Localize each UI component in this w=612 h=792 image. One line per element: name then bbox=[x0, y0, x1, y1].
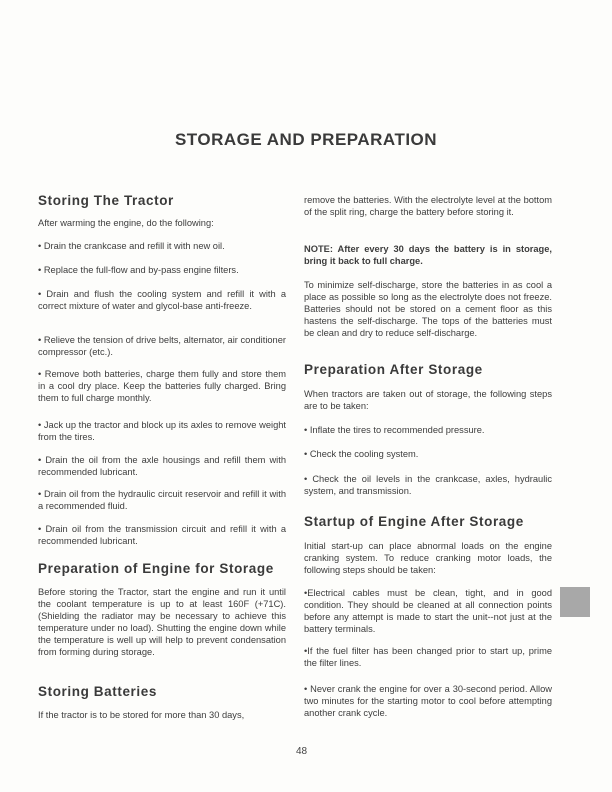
list-item: • Check the oil levels in the crankcase, axles, hydraulic system, and transmission. bbox=[304, 474, 552, 496]
list-item: • Relieve the tension of drive belts, alternator, air conditioner compressor (etc.). bbox=[38, 335, 286, 357]
section-tab-marker bbox=[560, 587, 590, 617]
list-item: • Remove both batteries, charge them fully and store them in a cool dry place. Keep the batteries fully charged. Bring them to full charge monthly. bbox=[38, 369, 286, 403]
list-item: • Inflate the tires to recommended pressure. bbox=[304, 425, 485, 435]
list-item: • Drain the oil from the axle housings and refill them with recommended lubricant. bbox=[38, 455, 286, 477]
note: NOTE: After every 30 days the battery is in storage, bring it back to full charge. bbox=[304, 244, 552, 266]
heading-storing-batteries: Storing Batteries bbox=[38, 684, 157, 699]
list-item: • Check the cooling system. bbox=[304, 449, 419, 459]
list-item: • Drain oil from the hydraulic circuit reservoir and refill it with a recommended fluid. bbox=[38, 489, 286, 511]
list-item: • Replace the full-flow and by-pass engine filters. bbox=[38, 265, 239, 275]
heading-engine-prep: Preparation of Engine for Storage bbox=[38, 561, 274, 576]
heading-startup: Startup of Engine After Storage bbox=[304, 514, 524, 529]
list-item: • Never crank the engine for over a 30-second period. Allow two minutes for the starting motor to cool before attempting another crank cycle. bbox=[304, 684, 552, 718]
paragraph: To minimize self-discharge, store the batteries in as cool a place as possible so long as the electrolyte does not freeze. Batteries should not be stored on a cement floor as this hastens the self-discharge. The tops of the batteries must be clean and dry to reduce self-discharge. bbox=[304, 280, 552, 338]
heading-storing-tractor: Storing The Tractor bbox=[38, 193, 174, 208]
list-item: •If the fuel filter has been changed prior to start up, prime the filter lines. bbox=[304, 646, 552, 668]
page-number: 48 bbox=[296, 746, 308, 757]
list-item: • Drain oil from the transmission circuit and refill it with a recommended lubricant. bbox=[38, 524, 286, 546]
heading-after-storage: Preparation After Storage bbox=[304, 362, 483, 377]
paragraph: When tractors are taken out of storage, the following steps are to be taken: bbox=[304, 389, 552, 411]
paragraph: If the tractor is to be stored for more than 30 days, bbox=[38, 710, 245, 720]
intro-text: After warming the engine, do the following: bbox=[38, 218, 214, 228]
paragraph: remove the batteries. With the electrolyte level at the bottom of the split ring, charge the battery before storing it. bbox=[304, 195, 552, 217]
list-item: • Drain the crankcase and refill it with new oil. bbox=[38, 241, 225, 251]
list-item: • Jack up the tractor and block up its axles to remove weight from the tires. bbox=[38, 420, 286, 442]
list-item: •Electrical cables must be clean, tight, and in good condition. They should be cleaned at all connection points before any attempt is made to start the unit--not just at the battery terminals. bbox=[304, 588, 552, 634]
page-title: STORAGE AND PREPARATION bbox=[174, 130, 438, 149]
paragraph: Before storing the Tractor, start the engine and run it until the coolant temperature is up to at least 160F (+71C). (Shielding the radiator may be necessary to achieve this temperature under no load). Shutting the engine down while the temperature is well up will help to prevent condensation from forming during storage. bbox=[38, 587, 286, 657]
list-item: • Drain and flush the cooling system and refill it with a correct mixture of water and glycol-base anti-freeze. bbox=[38, 289, 286, 311]
paragraph: Initial start-up can place abnormal loads on the engine cranking system. To reduce cranking motor loads, the following steps should be taken: bbox=[304, 541, 552, 575]
